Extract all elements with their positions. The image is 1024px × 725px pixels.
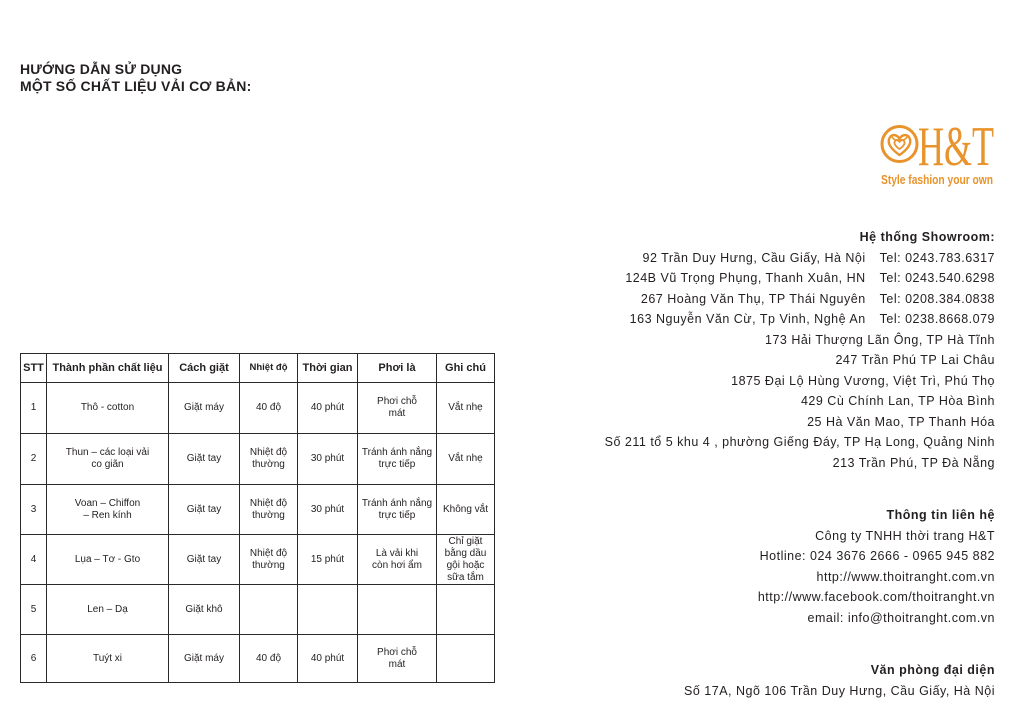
cell-drying-ironing: Phơi chỗ mát [358, 383, 437, 434]
header-drying-ironing: Phơi là [358, 354, 437, 383]
showroom-address: 213 Trần Phú, TP Đà Nẵng [832, 455, 995, 470]
header-material: Thành phần chất liệu [47, 354, 169, 383]
heading-line-1: HƯỚNG DẪN SỬ DỤNG [20, 61, 183, 77]
cell-wash-method: Giặt tay [169, 485, 240, 535]
cell-material: Thun – các loại vải co giãn [47, 434, 169, 485]
cell-duration [298, 585, 358, 635]
cell-wash-method: Giặt khô [169, 585, 240, 635]
showroom-item [605, 309, 995, 330]
heading-line-2: MỘT SỐ CHẤT LIỆU VẢI CƠ BẢN: [20, 78, 252, 94]
showroom-tel: Tel: 0208.384.0838 [879, 291, 995, 306]
showroom-address: 429 Cù Chính Lan, TP Hòa Bình [800, 394, 995, 408]
cell-drying-ironing: Tránh ánh nắng trực tiếp [358, 485, 437, 535]
cell-drying-ironing: Phơi chỗ mát [358, 635, 437, 683]
showroom-address: 92 Trần Duy Hưng, Cầu Giấy, Hà Nội [642, 250, 866, 265]
brand-tagline: Style fashion your own [881, 173, 993, 187]
cell-temperature: 40 độ [240, 635, 298, 683]
showroom-item [605, 248, 995, 269]
showroom-tel: Tel: 0238.8668.079 [879, 312, 995, 326]
heart-knot-icon [882, 127, 917, 162]
showroom-address: 247 Trần Phú TP Lai Châu [835, 353, 995, 367]
showroom-title: Hệ thống Showroom: [859, 230, 995, 244]
showroom-tel: Tel: 0243.783.6317 [879, 250, 995, 265]
contact-title: Thông tin liên hệ [886, 508, 995, 522]
cell-material: Thô - cotton [47, 383, 169, 434]
cell-wash-method: Giặt máy [169, 383, 240, 434]
office-title: Văn phòng đại diện [870, 663, 995, 677]
brand-name: H&T [918, 116, 994, 178]
showroom-item [605, 371, 995, 392]
cell-material: Tuýt xi [47, 635, 169, 683]
cell-temperature [240, 585, 298, 635]
table-row [21, 383, 495, 434]
cell-wash-method: Giặt tay [169, 434, 240, 485]
cell-note [437, 635, 495, 683]
showroom-item [605, 432, 995, 453]
showroom-address: 25 Hà Văn Mao, TP Thanh Hóa [807, 414, 995, 429]
showroom-item [605, 330, 995, 351]
header-wash-method: Cách giặt [169, 354, 240, 383]
table-row [21, 535, 495, 585]
facebook-url: http://www.facebook.com/thoitranght.vn [757, 590, 995, 605]
cell-temperature: 40 độ [240, 383, 298, 434]
cell-stt: 1 [21, 383, 47, 434]
showroom-address: Số 211 tổ 5 khu 4 , phường Giếng Đáy, TP Hạ Long, Quảng Ninh [604, 435, 995, 449]
page-heading [20, 61, 251, 95]
showroom-address: 124B Vũ Trọng Phụng, Thanh Xuân, HN [625, 271, 866, 285]
cell-material: Lụa – Tơ - Gto [47, 535, 169, 585]
showroom-item [605, 268, 995, 289]
cell-duration: 15 phút [298, 535, 358, 585]
cell-drying-ironing [358, 585, 437, 635]
cell-duration: 30 phút [298, 485, 358, 535]
cell-temperature: Nhiệt độ thường [240, 485, 298, 535]
showroom-item [605, 412, 995, 433]
cell-stt: 5 [21, 585, 47, 635]
cell-wash-method: Giặt tay [169, 535, 240, 585]
table-header-row [21, 354, 495, 383]
cell-temperature: Nhiệt độ thường [240, 535, 298, 585]
cell-note: Không vắt [437, 485, 495, 535]
cell-note: Vắt nhẹ [437, 383, 495, 434]
email-address: email: info@thoitranght.com.vn [807, 610, 995, 625]
cell-drying-ironing: Là vải khi còn hơi ẩm [358, 535, 437, 585]
showroom-item [605, 453, 995, 474]
showroom-section [605, 227, 995, 473]
contact-section [758, 505, 995, 629]
fabric-care-table [20, 353, 495, 683]
showroom-address: 173 Hải Thượng Lãn Ông, TP Hà Tĩnh [765, 332, 995, 347]
cell-duration: 40 phút [298, 383, 358, 434]
cell-wash-method: Giặt máy [169, 635, 240, 683]
cell-stt: 2 [21, 434, 47, 485]
table-row [21, 434, 495, 485]
header-note: Ghi chú [437, 354, 495, 383]
cell-stt: 6 [21, 635, 47, 683]
header-stt: STT [21, 354, 47, 383]
table-row [21, 635, 495, 683]
cell-note [437, 585, 495, 635]
cell-material: Len – Dạ [47, 585, 169, 635]
cell-duration: 30 phút [298, 434, 358, 485]
office-section [684, 660, 995, 701]
cell-note: Vắt nhẹ [437, 434, 495, 485]
cell-drying-ironing: Tránh ánh nắng trực tiếp [358, 434, 437, 485]
showroom-tel: Tel: 0243.540.6298 [879, 271, 995, 285]
showroom-address: 163 Nguyễn Văn Cừ, Tp Vinh, Nghệ An [629, 312, 866, 326]
brand-logo [876, 118, 998, 190]
showroom-item [605, 350, 995, 371]
cell-duration: 40 phút [298, 635, 358, 683]
showroom-address: 1875 Đại Lộ Hùng Vương, Việt Trì, Phú Thọ [731, 373, 995, 388]
office-address: Số 17A, Ngõ 106 Trần Duy Hưng, Cầu Giấy, Hà Nội [684, 683, 995, 698]
cell-temperature: Nhiệt độ thường [240, 434, 298, 485]
header-temperature: Nhiệt độ [240, 354, 298, 383]
website-url: http://www.thoitranght.com.vn [816, 569, 995, 584]
table-row [21, 585, 495, 635]
cell-stt: 4 [21, 535, 47, 585]
company-name: Công ty TNHH thời trang H&T [815, 528, 995, 543]
cell-stt: 3 [21, 485, 47, 535]
table-row [21, 485, 495, 535]
hotline: Hotline: 024 3676 2666 - 0965 945 882 [759, 549, 995, 564]
cell-material: Voan – Chiffon – Ren kính [47, 485, 169, 535]
showroom-item [605, 289, 995, 310]
header-duration: Thời gian [298, 354, 358, 383]
showroom-address: 267 Hoàng Văn Thụ, TP Thái Nguyên [640, 291, 866, 306]
showroom-item [605, 391, 995, 412]
cell-note: Chỉ giặt bằng dầu gội hoặc sữa tắm [437, 535, 495, 585]
